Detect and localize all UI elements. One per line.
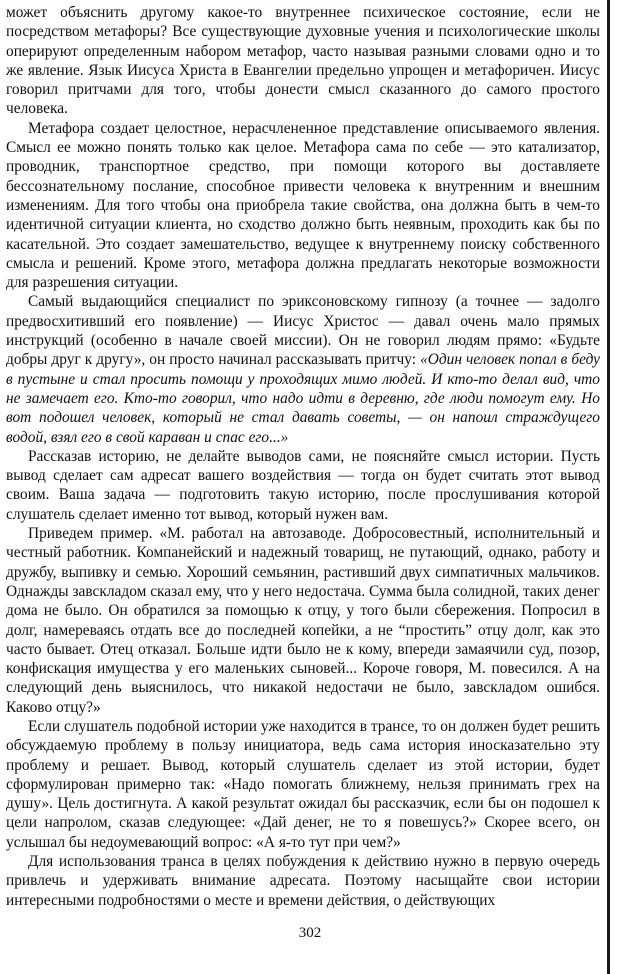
paragraph-7: Для использования транса в целях побуждения к действию нужно в первую очередь привлечь и удерживать внимание адресата. Поэтому насыщайте свои истории интересными подробностями о месте и времени действия, о действующих xyxy=(6,853,600,909)
parable-quote: «Один человек попал в беду в пустыне и стал просить помощи у проходящих мимо людей. И кто-то делал вид, что не замечает его. Кто-то говорил, что надо идти в деревню, где люди помогут ему. Но вот подошел человек, который не стал давать советы, — он напоил страждущего водой, взял его в свой караван и спас его...» xyxy=(6,351,600,446)
page-text-body xyxy=(6,3,600,910)
paragraph-3-text: Самый выдающийся специалист по эриксоновскому гипнозу (а точнее — задолго предвосхитивший его появление) — Иисус Христос — давал очень мало прямых инструкций (особенно в начале своей миссии). Он не говорил людям прямо: «Будьте добры друг к другу», он просто начинал рассказывать притчу: xyxy=(6,293,600,369)
paragraph-5: Приведем пример. «М. работал на автозаводе. Добросовестный, исполнительный и честный работник. Компанейский и надежный товарищ, не путающий, однако, работу и дружбу, выпивку и семью. Хороший семьянин, растивший двух симпатичных мальчиков. Однажды завскладом сказал ему, что у него недостача. Сумма была солидной, таких денег дома не было. Он обратился за помощью к отцу, у того были сбережения. Попросил в долг, намереваясь отдать все до последней копейки, а не “простить” отцу долг, как это часто бывает. Отец отказал. Больше идти было не к кому, впереди замаячили суд, позор, конфискация имущества у его маленьких сыновей... Короче говоря, М. повесился. А на следующий день выяснилось, что никакой недостачи не было, завскладом ошибся. Каково отцу?» xyxy=(6,525,600,716)
page-number: 302 xyxy=(298,925,322,941)
paragraph-6: Если слушатель подобной истории уже находится в трансе, то он должен будет решить обсуждаемую проблему в пользу инициатора, ведь сама история иносказательно эту проблему и решает. Вывод, который слушатель сделает из этой истории, будет сформулирован примерно так: «Надо помогать ближнему, нельзя принимать грех на душу». Цель достигнута. А какой результат ожидал бы рассказчик, если бы он подошел к цели напролом, сказав следующее: «Дай денег, не то я повешусь?» Скорее всего, он услышал бы недоумевающий вопрос: «А я-то тут при чем?» xyxy=(6,717,600,851)
paragraph-2: Метафора создает целостное, нерасчлененное представление описываемого явления. Смысл ее можно понять только как целое. Метафора сама по себе — это катализатор, проводник, транспортное средство, при помощи которого вы доставляете бессознательному послание, способное привести человека к внутренним и внешним изменениям. Для того чтобы она приобрела такие свойства, она должна быть в чем-то идентичной ситуации клиента, но сходство должно быть неявным, проходить как бы по касательной. Это создает замешательство, ведущее к внутреннему поиску собственного смысла и решений. Кроме этого, метафора должна предлагать некоторые возможности для разрешения ситуации. xyxy=(6,119,600,292)
paragraph-4: Рассказав историю, не делайте выводов сами, не поясняйте смысл истории. Пусть вывод сделает сам адресат вашего воздействия — тогда он будет считать этот вывод своим. Ваша задача — подготовить такую историю, после прослушивания которой слушатель сделает именно тот вывод, который нужен вам. xyxy=(6,447,600,523)
binding-edge xyxy=(607,0,610,974)
paragraph-1: может объяснить другому какое-то внутреннее психическое состояние, если не посредством метафоры? Все существующие духовные учения и психологические школы оперируют определенным набором метафор, часто называя разными словами одно и то же явление. Язык Иисуса Христа в Евангелии предельно упрощен и метафоричен. Иисус говорил притчами для того, чтобы донести смысл сказанного до самого простого человека. xyxy=(6,4,600,118)
paragraph-3 xyxy=(6,292,600,446)
